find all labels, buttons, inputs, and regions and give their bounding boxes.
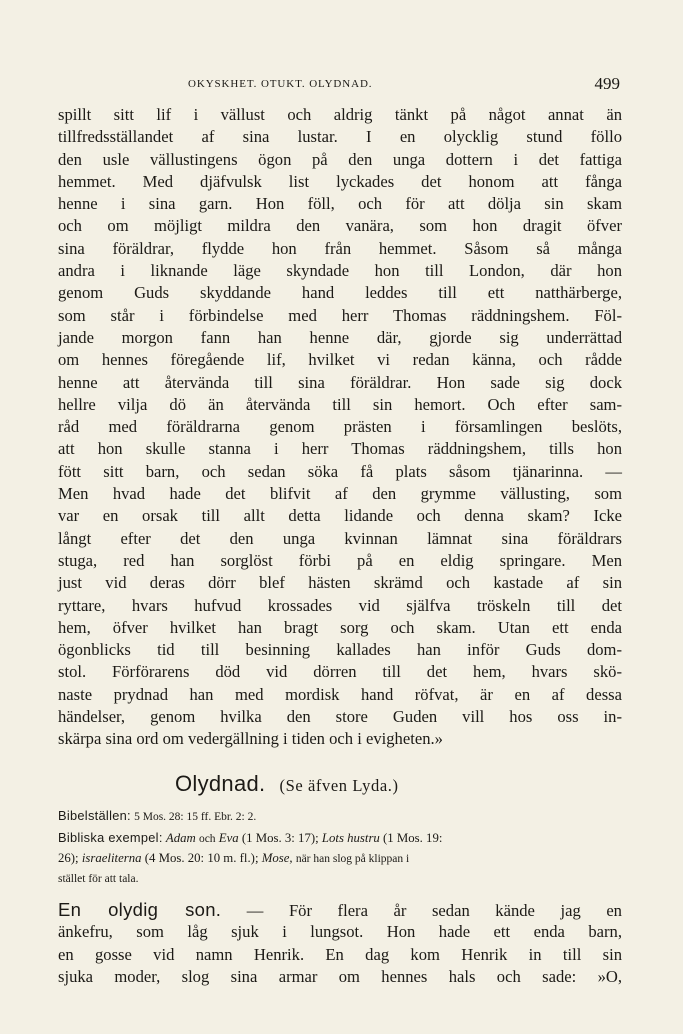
text-line: henne att återvända till sina föräldrar. Hon sade sig dock [58, 372, 622, 392]
example-ref: (1 Mos. 19: [383, 831, 443, 845]
text-line: skärpa sina ord om vedergällning i tiden och i evigheten.» [58, 729, 443, 749]
text-line: änkefru, som låg sjuk i lungsot. Hon hade ett enda barn, [58, 922, 622, 942]
example-ref: (1 Mos. 3: 17); [241, 831, 319, 845]
example-text: stället för att tala. [58, 873, 139, 885]
text-line: hem, öfver hvilket han bragt sorg och skam. Utan ett enda [58, 617, 622, 637]
text-line: som står i förbindelse med herr Thomas räddningshem. Föl- [58, 305, 622, 325]
text-line: fött sitt barn, och sedan söka få plats såsom tjänarinna. — [58, 461, 622, 481]
text-line: henne i sina garn. Hon föll, och för att dölja sin skam [58, 194, 622, 214]
page-number: 499 [594, 74, 620, 93]
text-line: stuga, red han sorglöst förbi på en eldig springare. Men [58, 550, 622, 570]
text-line: tillfredsställandet af sina lustar. I en olycklig stund föllo [58, 127, 622, 147]
running-head [58, 74, 622, 96]
example-name: Mose, [261, 851, 293, 865]
story-title: En olydig son. [58, 899, 222, 920]
bible-references [58, 806, 622, 827]
text-line: Men hvad hade det blifvit af den grymme vällusting, som [58, 484, 622, 504]
text-line: långt efter det den unga kvinnan lämnat sina föräldrars [58, 528, 622, 548]
section-heading [175, 771, 399, 797]
text-line: sjuka moder, slog sina armar om hennes hals och sade: »O, [58, 966, 622, 986]
bible-references-text: 5 Mos. 28: 15 ff. Ebr. 2: 2. [134, 811, 257, 823]
bible-references-label: Bibelställen: [58, 808, 131, 823]
example-ref: 26); [58, 851, 79, 865]
story-text: — För flera år sedan kände jag en [246, 901, 622, 920]
text-line: naste prydnad han med mordisk hand röfvat, är en af dessa [58, 684, 622, 704]
text-line: hellre vilja dö än återvända till sin hemort. Och efter sam- [58, 394, 622, 414]
example-ref: (4 Mos. 20: 10 m. fl.); [144, 851, 259, 865]
text-line: ögonblicks tid till besinning kallades han inför Guds dom- [58, 640, 622, 660]
text-line: den usle vällustingens ögon på den unga dottern i det fattiga [58, 149, 622, 169]
text-line: andra i liknande läge skyndade hon till London, där hon [58, 261, 622, 281]
bible-examples [58, 828, 622, 889]
text-line: att hon skulle stanna i herr Thomas räddningshem, tills hon [58, 439, 622, 459]
story-first-line [58, 899, 622, 921]
example-text: och [198, 833, 216, 845]
example-name: Lots hustru [321, 831, 380, 845]
text-line: jande morgon fann han henne där, gjorde sig underrättad [58, 327, 622, 347]
body-paragraph [58, 104, 622, 751]
section-cross-reference: (Se äfven Lyda.) [279, 776, 399, 795]
text-line: var en orsak till allt detta lidande och denna skam? Icke [58, 506, 622, 526]
example-name: Adam [165, 831, 196, 845]
example-name: israeliterna [81, 851, 142, 865]
bible-examples-label: Bibliska exempel: [58, 830, 163, 845]
text-line: och om möjligt mildra den vanära, som hon dragit öfver [58, 216, 622, 236]
text-line: stol. Förförarens död vid dörren till det hem, hvars skö- [58, 662, 622, 682]
text-line: spillt sitt lif i vällust och aldrig tänkt på något annat än [58, 105, 622, 124]
text-line: genom Guds skyddande hand leddes till ett natthärberge, [58, 283, 622, 303]
example-text: när han slog på klippan i [295, 853, 410, 865]
story-paragraph [58, 899, 622, 988]
text-line: händelser, genom hvilka den store Guden vill hos oss in- [58, 707, 622, 727]
text-line: råd med föräldrarna genom prästen i församlingen beslöts, [58, 417, 622, 437]
text-line: hemmet. Med djäfvulsk list lyckades det honom att fånga [58, 171, 622, 191]
text-line: om hennes föregående lif, hvilket vi redan känna, och rådde [58, 350, 622, 370]
text-line: en gosse vid namn Henrik. En dag kom Henrik in till sin [58, 944, 622, 964]
example-name: Eva [218, 831, 239, 845]
text-line: sina föräldrar, flydde hon från hemmet. Såsom så många [58, 238, 622, 258]
section-heading-text: Olydnad. [175, 771, 266, 796]
text-line: just vid deras dörr blef hästen skrämd och kastade af sin [58, 573, 622, 593]
text-line: ryttare, hvars hufvud krossades vid själfva tröskeln till det [58, 595, 622, 615]
running-title: OKYSKHET. OTUKT. OLYDNAD. [188, 78, 373, 90]
